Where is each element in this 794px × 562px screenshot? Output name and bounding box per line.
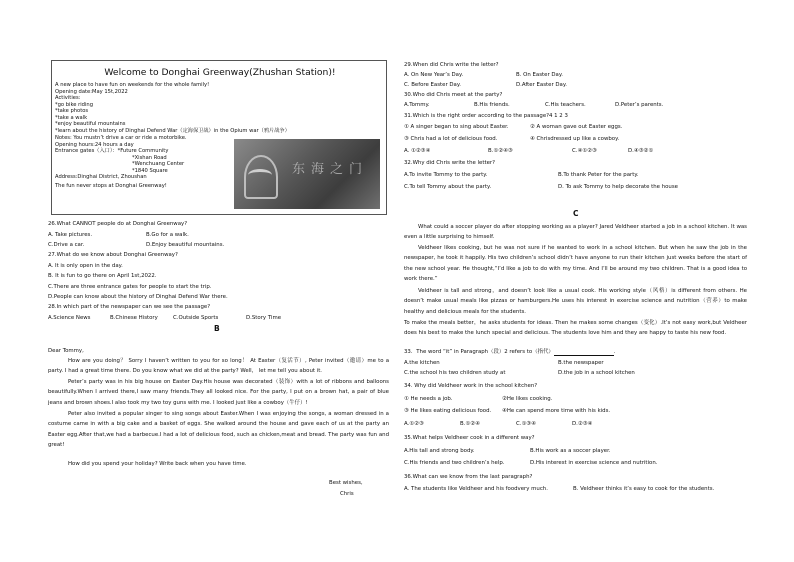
option: C.①③④ (516, 421, 536, 427)
option: B. It is fun to go there on April 1st,2022. (48, 273, 157, 279)
event-item: ② A woman gave out Easter eggs. (530, 124, 623, 130)
option: C.His teachers. (545, 102, 586, 108)
question-31: 31.Which is the right order according to the passage?4 1 2 3 (404, 113, 568, 119)
option: B. On Easter Day. (516, 72, 563, 78)
option: A.Science News (48, 315, 91, 321)
option: A.Tommy. (404, 102, 430, 108)
option: D.④③②① (628, 148, 654, 154)
ad-line: *1840 Square (132, 167, 168, 174)
question-27: 27.What do we know about Donghai Greenway? (48, 252, 178, 258)
ad-line: Notes: You mustn’t drive a car or ride a motorbike. (55, 135, 187, 141)
ad-line: Opening date:May 15t,2022 (55, 88, 128, 95)
option: A.①②③ (404, 421, 424, 427)
ad-line: Opening hours:24 hours a day (55, 141, 134, 148)
option: C. Before Easter Day. (404, 82, 461, 88)
letter-paragraph: How did you spend your holiday? Write back when you have time. (68, 461, 247, 467)
option: C.Drive a car. (48, 242, 85, 248)
ad-line: *Xishan Road (132, 154, 167, 161)
article-paragraph: To make the meals better，he asks students for ideas. Then he makes some changes（变化）.It’s not easy work,but Veldheer does his best to make the lunch special and delicious. The students love him and they are happy to taste his new food. (404, 320, 747, 337)
option: A. On New Year’s Day. (404, 72, 464, 78)
option: D.Enjoy beautiful mountains. (146, 242, 225, 248)
event-item: ③ Chris had a lot of delicious food. (404, 136, 498, 142)
option: B.the newspaper (558, 360, 604, 366)
option: B.To thank Peter for the party. (558, 172, 639, 178)
question-33-text: 33．The word “it” in Paragraph（段）2 refers to（指代） (404, 349, 554, 355)
letter-paragraph: Peter also invited a popular singer to sing songs about Easter.When I was enjoying the songs, a woman dressed in a costume came in with a big cake and a basket of eggs. She walked around the house and gave each of us at the party an Easter egg.After that,we had a barbecue.I had a lot of delicious food, such as chicken,meat and bread. The party was fun and great! (48, 411, 389, 448)
section-c-label: C (573, 209, 579, 218)
option: D. To ask Tommy to help decorate the house (558, 184, 678, 190)
question-36: 36.What can we know from the last paragraph? (404, 474, 533, 480)
option: B.Chinese History (110, 315, 158, 321)
reason-item: ④He can spend more time with his kids. (502, 408, 611, 414)
ad-line: *learn about the history of Dinghai Defend War（定海保卫战）in the Opium war（鸦片战争） (55, 127, 290, 134)
question-33-tail: . (613, 349, 616, 355)
question-26: 26.What CANNOT people do at Donghai Greenway? (48, 221, 188, 227)
option: D.People can know about the history of Dinghai Defend War there. (48, 294, 228, 300)
option: A. The students like Veldheer and his foodvery much. (404, 486, 548, 492)
option: B.His work as a soccer player. (530, 448, 611, 454)
letter-signature: Chris (340, 491, 354, 497)
question-29: 29.When did Chris write the letter? (404, 62, 499, 68)
question-30: 30.Who did Chris meet at the party? (404, 92, 503, 98)
option: D.the job in a school kitchen (558, 370, 635, 376)
option: C.There are three entrance gates for people to start the trip. (48, 284, 212, 290)
ad-line: *take a walk (55, 114, 88, 121)
question-32: 32.Why did Chris write the letter? (404, 160, 495, 166)
option: A.the kitchen (404, 360, 440, 366)
option: D.Peter’s parents. (615, 102, 664, 108)
option: A.His tall and strong body. (404, 448, 475, 454)
ad-title: Welcome to Donghai Greenway(Zhushan Station)! (104, 67, 336, 78)
event-item: ④ Chrisdressed up like a cowboy. (530, 136, 620, 142)
question-35: 35.What helps Veldheer cook in a different way? (404, 435, 535, 441)
greenway-gate-photo (234, 139, 380, 209)
option: A. Take pictures. (48, 232, 93, 238)
option: D.Story Time (246, 315, 282, 321)
question-28: 28.In which part of the newspaper can we see the passage? (48, 304, 211, 310)
letter-paragraph: Peter’s party was in his big house on Easter Day.His house was decorated（装饰）with a lot of ribbons and balloons beautifully.When I arrived there,I saw many friends.They all looked nice. For the party, I put on a brown hat, a pair of blue jeans and brown shoes.I also took my two toy guns with me. I looked just like a cowboy（牛仔）! (48, 379, 389, 406)
letter-greeting: Dear Tommy, (48, 348, 84, 354)
option: C.the school his two children study at (404, 370, 506, 376)
option: C.Outside Sports (173, 315, 219, 321)
reason-item: ②He likes cooking. (502, 396, 553, 402)
article-paragraph: Veldheer is tall and strong，and doesn’t look like a usual cook. His working style（风格）is different from others. He doesn’t make usual meals like pizzas or hamburgers.He uses his interest in exercise science and nutrition（营养）to make healthy and delicious meals for the students. (404, 288, 747, 315)
ad-line: Address:Dinghai District, Zhoushan (55, 174, 147, 180)
option: C.To tell Tommy about the party. (404, 184, 492, 190)
photo-sign-text: 东海之门 (292, 162, 369, 177)
option: B.His friends. (474, 102, 510, 108)
option: D.②③④ (572, 421, 593, 427)
option: A. ①②③④ (404, 148, 431, 154)
option: C.His friends and two children’s help. (404, 460, 505, 466)
question-34: 34. Why did Veldheer work in the school kitchen? (404, 383, 538, 389)
ad-line: *enjoy beautiful mountains (55, 121, 126, 127)
option: B.①②④③ (488, 148, 513, 154)
option: A. It is only open in the day. (48, 263, 123, 269)
reason-item: ① He needs a job. (404, 396, 453, 402)
option: C.④①②③ (572, 148, 597, 154)
answer-blank (554, 350, 614, 356)
ad-line: A new place to have fun on weekends for the whole family! (55, 82, 210, 88)
ad-line: *take photos (55, 108, 89, 114)
option: A.To invite Tommy to the party. (404, 172, 488, 178)
question-33 (404, 349, 615, 356)
section-b-label: B (214, 324, 220, 333)
ad-line: *go bike riding (55, 101, 93, 108)
ad-line: Entrance gates（入口）：*Future Community (55, 148, 169, 154)
advertisement-box (51, 60, 387, 215)
letter-paragraph: How are you doing？ Sorry I haven’t written to you for so long！ At Easter（复活节）, Peter invited（邀请）me to a party. I had a great time there. Do you know what we did at the party? Well， let me tell you about it. (48, 358, 389, 375)
reason-item: ③ He likes eating delicious food. (404, 408, 492, 414)
article-paragraph: What could a soccer player do after stopping working as a player? Jared Veldheer started a job in a school kitchen. It was even a little surprising to himself. (404, 224, 747, 241)
article-paragraph: Veldheer likes cooking, but he was not sure if he wanted to work in a school kitchen. But when he saw the job in the newspaper, he took it happily. His two children’s school didn’t have anyone to run their kitchen just weeks before the start of the new school year. He thought,“I’d like a job to do with my time. And I’ll be around my two children. That is a good idea to work there.” (404, 245, 747, 282)
event-item: ① A singer began to sing about Easter. (404, 124, 509, 130)
ad-line: *Wenchuang Center (132, 161, 185, 167)
ad-line: Activities: (55, 95, 81, 101)
option: B. Veldheer thinks it’s easy to cook for the students. (573, 486, 715, 492)
option: D.After Easter Day. (516, 82, 567, 88)
option: B.①②④ (460, 421, 480, 427)
letter-closing: Best wishes, (329, 480, 363, 486)
option: B.Go for a walk. (146, 232, 189, 238)
ad-line: The fun never stops at Donghai Greenway! (55, 183, 167, 189)
option: D.His interest in exercise science and nutrition. (530, 460, 658, 466)
